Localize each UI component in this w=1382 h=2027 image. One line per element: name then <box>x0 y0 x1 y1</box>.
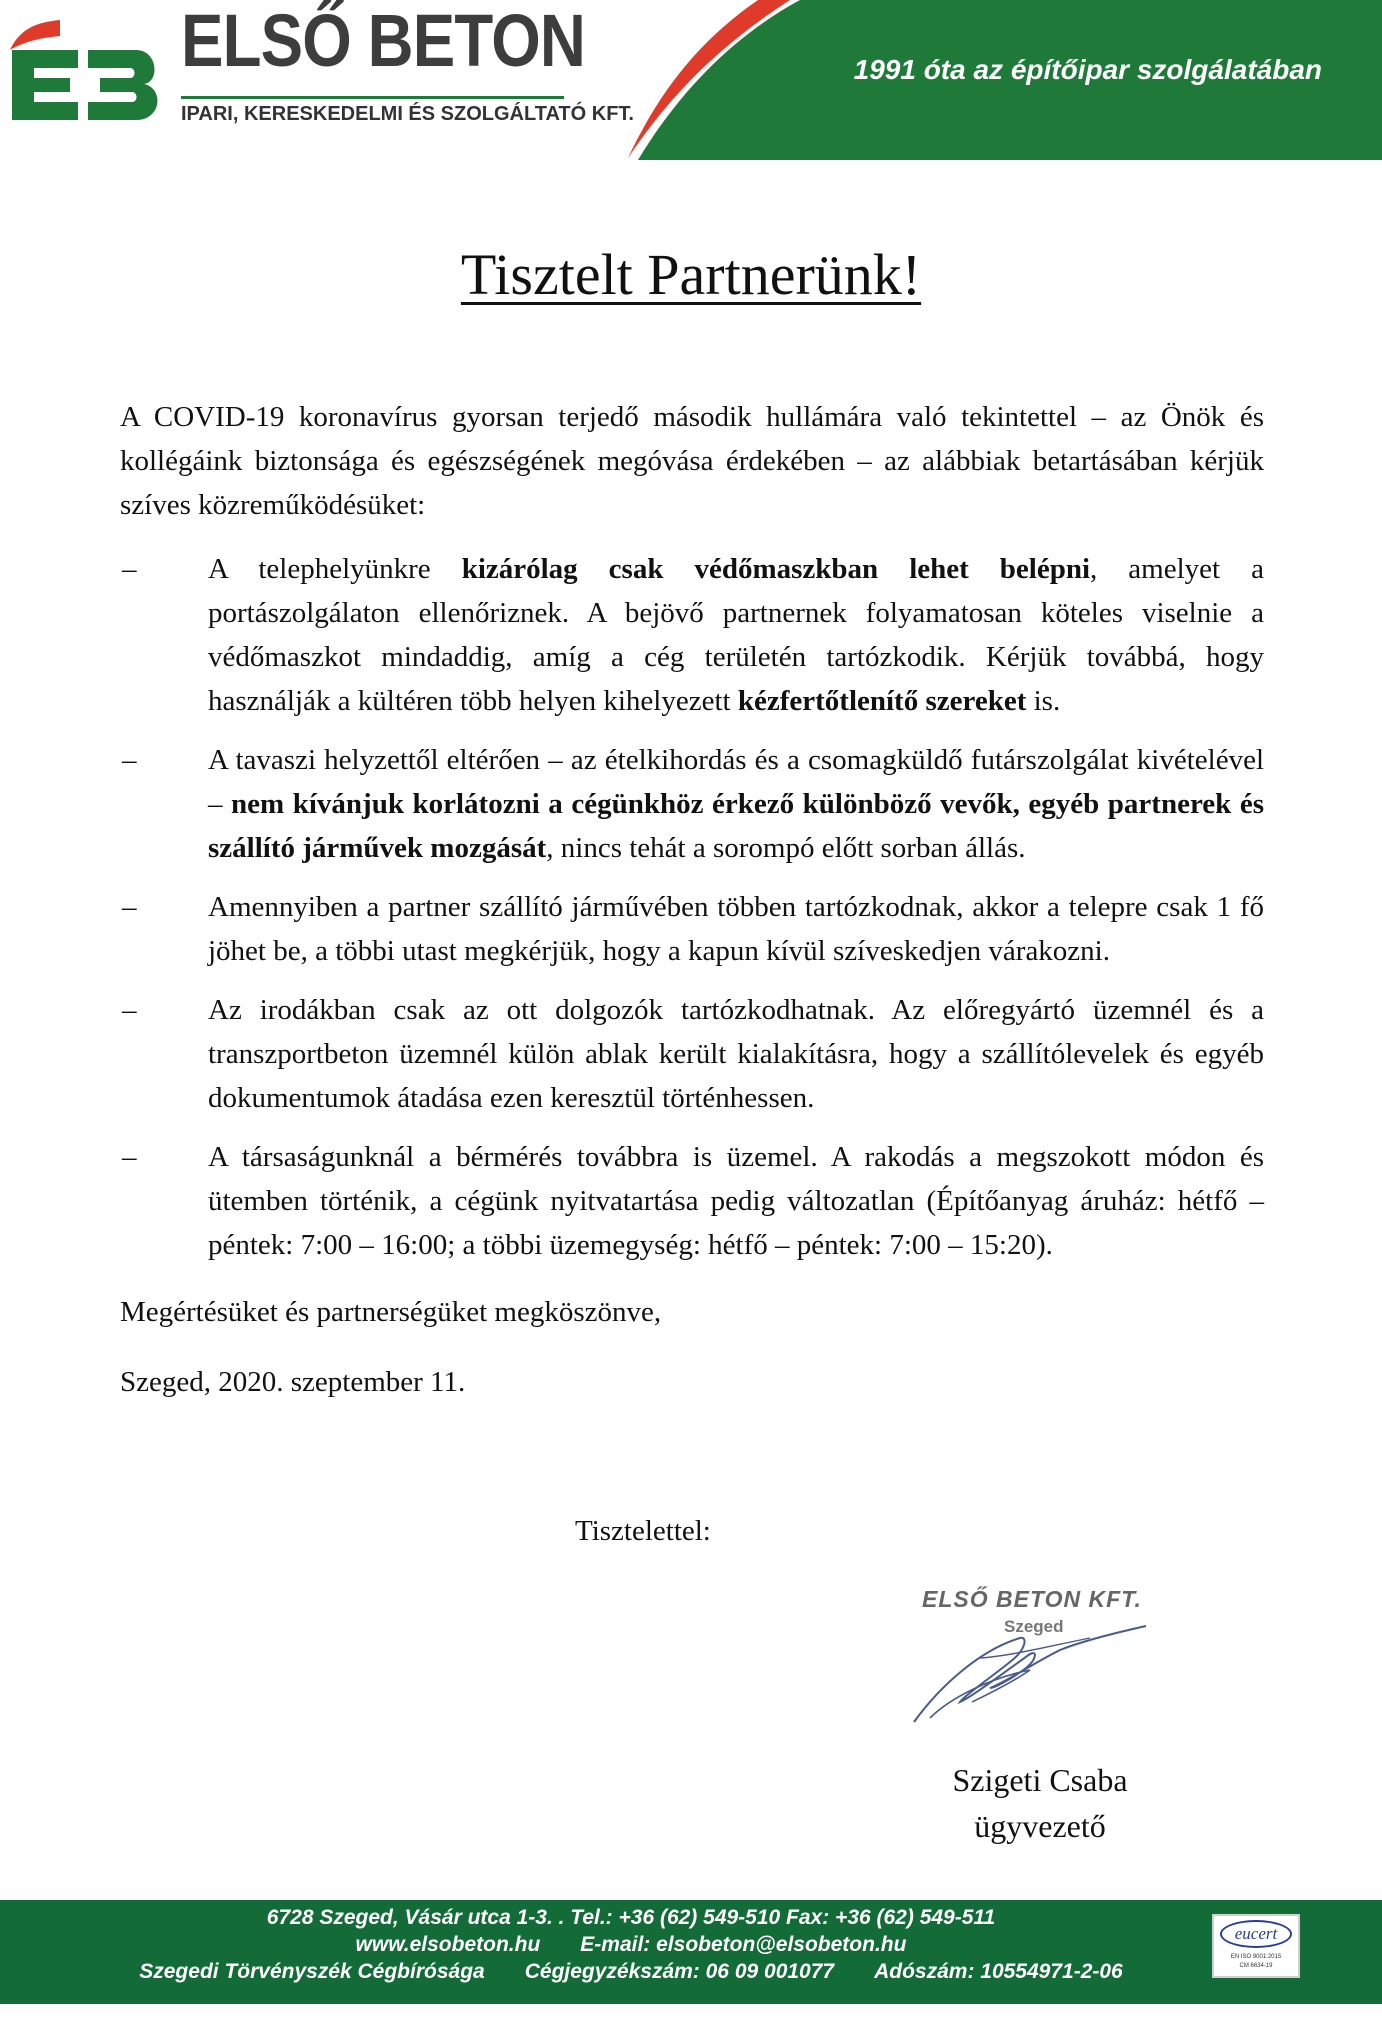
footer-tax-number: Adószám: 10554971-2-06 <box>874 1960 1123 1983</box>
list-item <box>120 885 1264 973</box>
intro-paragraph: A COVID-19 koronavírus gyorsan terjedő második hullámára való tekintettel – az Önök és kollégáink biztonsága és egészségének megóvása érdekében – az alábbiak betartásában kérjük szíves közreműködésüket: <box>120 401 1264 521</box>
signer-name: Szigeti Csaba <box>952 1762 1128 1798</box>
list-item <box>120 547 1264 723</box>
handwritten-signature <box>910 1598 1150 1738</box>
bullet-text: A társaságunknál a bérmérés továbbra is üzemel. A rakodás a megszokott módon és ütemben történik, a cégünk nyitvatartása pedig változatlan (Építőanyag áruház: hétfő – péntek: 7:00 – 16:00; a többi üzemegység: hétfő – péntek: 7:00 – 15:20). <box>208 1141 1264 1261</box>
bullet-dash: – <box>122 994 137 1026</box>
footer-court: Szegedi Törvényszék Cégbírósága <box>139 1960 485 1983</box>
bullet-dash: – <box>122 553 137 585</box>
company-name: ELSŐ BETON <box>181 0 585 82</box>
bullet-text-part: , amelyet a portászolgálaton ellenőriznek. A bejövő partnernek folyamatosan köteles viselnie a védőmaszkot mindaddig, amíg a cég területén tartózkodik. Kérjük továbbá, hogy használják a kültéren több helyen kihelyezett <box>208 553 1264 717</box>
date-line: Szeged, 2020. szeptember 11. <box>120 1366 466 1398</box>
cert-standard: EN ISO 9001:2015 <box>1230 1954 1282 1960</box>
bullet-bold-part: kézfertőtlenítő szereket <box>737 685 1027 717</box>
closing-line: Megértésüket és partnerségüket megköszönve, <box>120 1296 662 1328</box>
footer-registration <box>0 1960 1322 1984</box>
bullet-text: Amennyiben a partner szállító járművében többen tartózkodnak, akkor a telepre csak 1 fő jöhet be, a többi utast megkérjük, hogy a kapun kívül szíveskedjen várakozni. <box>208 891 1264 967</box>
bullet-text: Az irodákban csak az ott dolgozók tartózkodhatnak. Az előregyártó üzemnél és a transzportbeton üzemnél külön ablak került kialakításra, hogy a szállítólevelek és egyéb dokumentumok átadása ezen keresztül történhessen. <box>208 994 1264 1114</box>
letterhead <box>0 0 1382 165</box>
company-stamp-name: ELSŐ BETON KFT. <box>922 1586 1142 1612</box>
cert-logo-icon: eucert <box>1220 1920 1292 1948</box>
bullet-text-part: A tavaszi helyzettől eltérően – az ételkihordás és a csomagküldő futárszolgálat kivételével – <box>208 744 1264 820</box>
certification-badge <box>1212 1914 1300 1978</box>
list-item <box>120 738 1264 870</box>
bullet-text-part: , nincs tehát a sorompó előtt sorban állás. <box>546 832 1026 864</box>
company-tagline: 1991 óta az építőipar szolgálatában <box>853 54 1322 85</box>
bullet-dash: – <box>122 744 137 776</box>
letter-title <box>0 240 1382 310</box>
list-item <box>120 1135 1264 1267</box>
signer-role: ügyvezető <box>974 1808 1106 1844</box>
footer-email-link[interactable]: E-mail: elsobeton@elsobeton.hu <box>580 1933 907 1956</box>
letter-footer <box>0 1900 1382 2004</box>
list-item <box>120 988 1264 1120</box>
bullet-text <box>208 738 1264 870</box>
eb-logo-icon <box>8 20 163 128</box>
bullet-list <box>120 547 1264 1267</box>
company-stamp-city: Szeged <box>1004 1617 1064 1636</box>
regards-line: Tisztelettel: <box>575 1515 711 1547</box>
bullet-text-part: is. <box>1026 685 1061 717</box>
bullet-bold-part: nem kívánjuk korlátozni a cégünkhöz érkező különböző vevők, egyéb partnerek és szállító járművek mozgását <box>208 788 1264 864</box>
bullet-dash: – <box>122 891 137 923</box>
footer-contact <box>0 1933 1322 1957</box>
footer-reg-number: Cégjegyzékszám: 06 09 001077 <box>524 1960 835 1983</box>
cert-number: CM 6634-19 <box>1239 1963 1273 1969</box>
bullet-text <box>208 547 1264 723</box>
letter-content <box>120 395 1264 1404</box>
bullet-bold-part: kizárólag csak védőmaszkban lehet belépni <box>461 553 1091 585</box>
bullet-dash: – <box>122 1141 137 1173</box>
bullet-text-part: A telephelyünkre <box>208 553 462 585</box>
letter-title-text: Tisztelt Partnerünk! <box>460 242 922 307</box>
footer-address: 6728 Szeged, Vásár utca 1-3. . Tel.: +36 (62) 549-510 Fax: +36 (62) 549-511 <box>266 1906 996 1929</box>
footer-website-link[interactable]: www.elsobeton.hu <box>355 1933 541 1956</box>
company-subtitle: IPARI, KERESKEDELMI ÉS SZOLGÁLTATÓ KFT. <box>181 103 634 125</box>
company-name-underline <box>181 96 564 99</box>
